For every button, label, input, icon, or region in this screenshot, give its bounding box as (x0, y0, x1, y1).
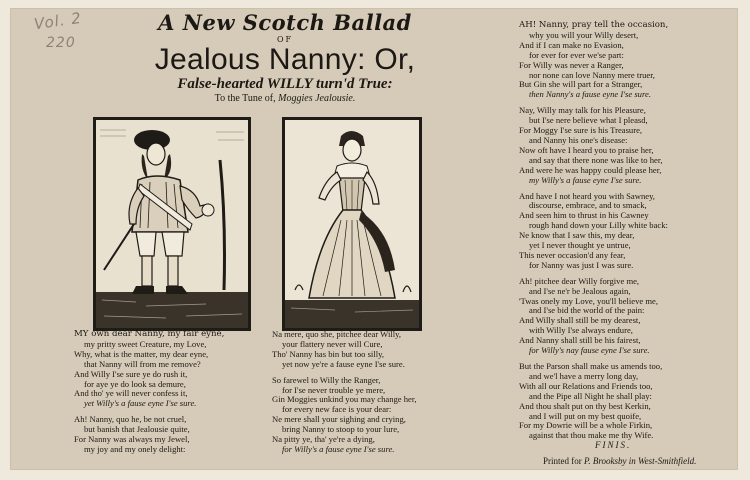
woodcut-man-illustration (96, 120, 248, 328)
verse-stanza (519, 362, 696, 441)
verse-stanza (519, 106, 696, 185)
verse-line: For Willy was never a Ranger, (519, 59, 624, 70)
imprint-prefix: Printed for (543, 456, 582, 467)
woodcut-woman (282, 117, 422, 331)
verse-line: my joy and my onely delight: (84, 443, 186, 454)
verse-line: And thou shalt put on thy best Kerkin, (519, 400, 651, 411)
verse-line: And Willy I'se sure ye do rush it, (74, 368, 188, 379)
verse-line: AH! Nanny, pray tell the occasion, (519, 20, 669, 30)
woodcut-man (93, 117, 251, 331)
verse-line: But the Parson shall make us amends too, (519, 361, 663, 371)
verse-line: Na pitty ye, tha' ye're a dying, (272, 434, 375, 445)
verse-line: for Nanny was just I was sure. (529, 259, 634, 270)
of-line: OF (276, 35, 294, 44)
verse-stanza (519, 192, 696, 271)
verse-line: then Nanny's a fause eyne I'se sure. (529, 89, 651, 100)
verse-line: against that thou make me thy Wife. (529, 430, 654, 441)
verse-line: bring Nanny to stoop to your lure, (282, 424, 400, 435)
imprint (519, 457, 696, 467)
verse-line: and I will put on my best quoife, (529, 410, 642, 421)
verse-line: but banish that Jealousie quite, (84, 424, 190, 435)
imprint-name: P. Brooksby in West-Smithfield. (584, 456, 697, 467)
main-title: Jealous Nanny: Or, (154, 43, 416, 76)
verse-line: yet I never thought ye untrue, (529, 240, 631, 251)
verse-line: for Willy's nay fause eyne I'se sure. (529, 345, 650, 356)
verse-line: For Moggy I'se sure is his Treasure, (519, 125, 643, 136)
verse-line: With all our Relations and Friends too, (519, 380, 653, 391)
verse-line: my pritty sweet Creature, my Love, (84, 338, 207, 349)
verse-line: for aye ye do look sa demure, (84, 378, 186, 389)
verse-column-left (74, 330, 224, 455)
verse-line: for Willy's a fause eyne I'se sure. (282, 443, 395, 454)
verse-line: and we'l have a merry long day, (529, 370, 639, 381)
verse-line: and I'se bid the world of the pain: (529, 305, 645, 316)
verse-line: for every new face is your dear: (282, 404, 392, 415)
verse-line: and I'se ne'r be Jealous again, (529, 285, 631, 296)
verse-stanza (272, 376, 417, 455)
verse-stanza (519, 277, 696, 356)
ballad-title-line: A New Scotch Ballad (158, 10, 412, 35)
subtitle: False-hearted WILLY turn'd True: (177, 76, 393, 92)
verse-line: for I'se never trouble ye mere, (282, 384, 386, 395)
woodcut-woman-illustration (285, 120, 419, 328)
verse-line: Ne know that I saw this, my dear, (519, 230, 635, 241)
verse-line: For my Dowrie will be a whole Firkin, (519, 420, 653, 431)
verse-column-right (519, 21, 696, 467)
verse-line: Ah! pitchee dear Willy forgive me, (519, 275, 640, 286)
verse-line: and the Pipe all Night he shall play: (529, 390, 652, 401)
tune-line (120, 92, 450, 105)
verse-line: Why, what is the matter, my dear eyne, (74, 348, 209, 359)
volume-annotation: Vol. 2 (32, 8, 83, 34)
verse-line: for ever for ever we'se part: (529, 49, 624, 60)
verse-line: And Nanny shall still be his fairest, (519, 335, 641, 346)
verse-line: Gin Moggies unkind you may change her, (272, 394, 417, 405)
verse-column-middle (272, 330, 417, 455)
page-annotation: 220 (46, 35, 76, 51)
verse-line: And have I not heard you with Sawney, (519, 190, 655, 201)
verse-line: Na mere, quo she, pitchee dear Willy, (272, 329, 401, 339)
verse-line: Now oft have I heard you to praise her, (519, 144, 654, 155)
verse-line: Ah! Nanny, quo he, be not cruel, (74, 414, 187, 425)
tune-name: Moggies Jealousie. (278, 93, 356, 104)
verse-line: my Willy's a fause eyne I'se sure. (529, 174, 642, 185)
verse-line: and Nanny his one's disease: (529, 134, 628, 145)
verse-line: Ne mere shall your sighing and crying, (272, 414, 406, 425)
verse-line: and say that there none was like to her, (529, 154, 663, 165)
verse-line: why you will your Willy desert, (529, 29, 639, 40)
verse-line: with Willy I'se always endure, (529, 325, 633, 336)
verse-stanza (74, 415, 224, 455)
verse-line: rough hand down your Lilly white back: (529, 220, 668, 231)
verse-line: yet now ye're a fause eyne I'se sure. (282, 358, 405, 369)
verse-line: discourse, embrace, and to smack, (529, 200, 647, 211)
verse-stanza (519, 21, 696, 100)
verse-line: For Nanny was always my Jewel, (74, 434, 190, 445)
verse-line: nor none can love Nanny mere truer, (529, 69, 655, 80)
verse-line: So farewel to Willy the Ranger, (272, 374, 381, 385)
verse-line: And if I can make no Evasion, (519, 39, 624, 50)
verse-stanza (272, 330, 417, 370)
verse-stanza (74, 330, 224, 409)
verse-line: 'Twas onely my Love, you'll believe me, (519, 295, 659, 306)
finis-text: FINIS. (595, 440, 632, 451)
verse-line: And were he was happy could please her, (519, 164, 662, 175)
verse-line: but I'se nere believe what I pleasd, (529, 115, 648, 126)
title-block (120, 12, 450, 105)
verse-line: yet Willy's a fause eyne I'se sure. (84, 398, 197, 409)
verse-line: MY own dear Nanny, my fair eyne, (74, 329, 225, 339)
verse-line: But Gin she will part for a Stranger, (519, 79, 643, 90)
verse-line: your flattery never will Cure, (282, 338, 383, 349)
verse-line: Tho' Nanny has bin but too silly, (272, 348, 384, 359)
verse-line: And tho' ye will never confess it, (74, 388, 188, 399)
verse-line: And Willy shall still be my dearest, (519, 315, 641, 326)
verse-line: This never occasion'd any fear, (519, 249, 626, 260)
verse-line: And seen him to thrust in his Cawney (519, 210, 649, 221)
verse-line: that Nanny will from me remove? (84, 358, 201, 369)
tune-prefix: To the Tune of, (214, 93, 276, 104)
verse-line: Nay, Willy may talk for his Pleasure, (519, 105, 646, 116)
